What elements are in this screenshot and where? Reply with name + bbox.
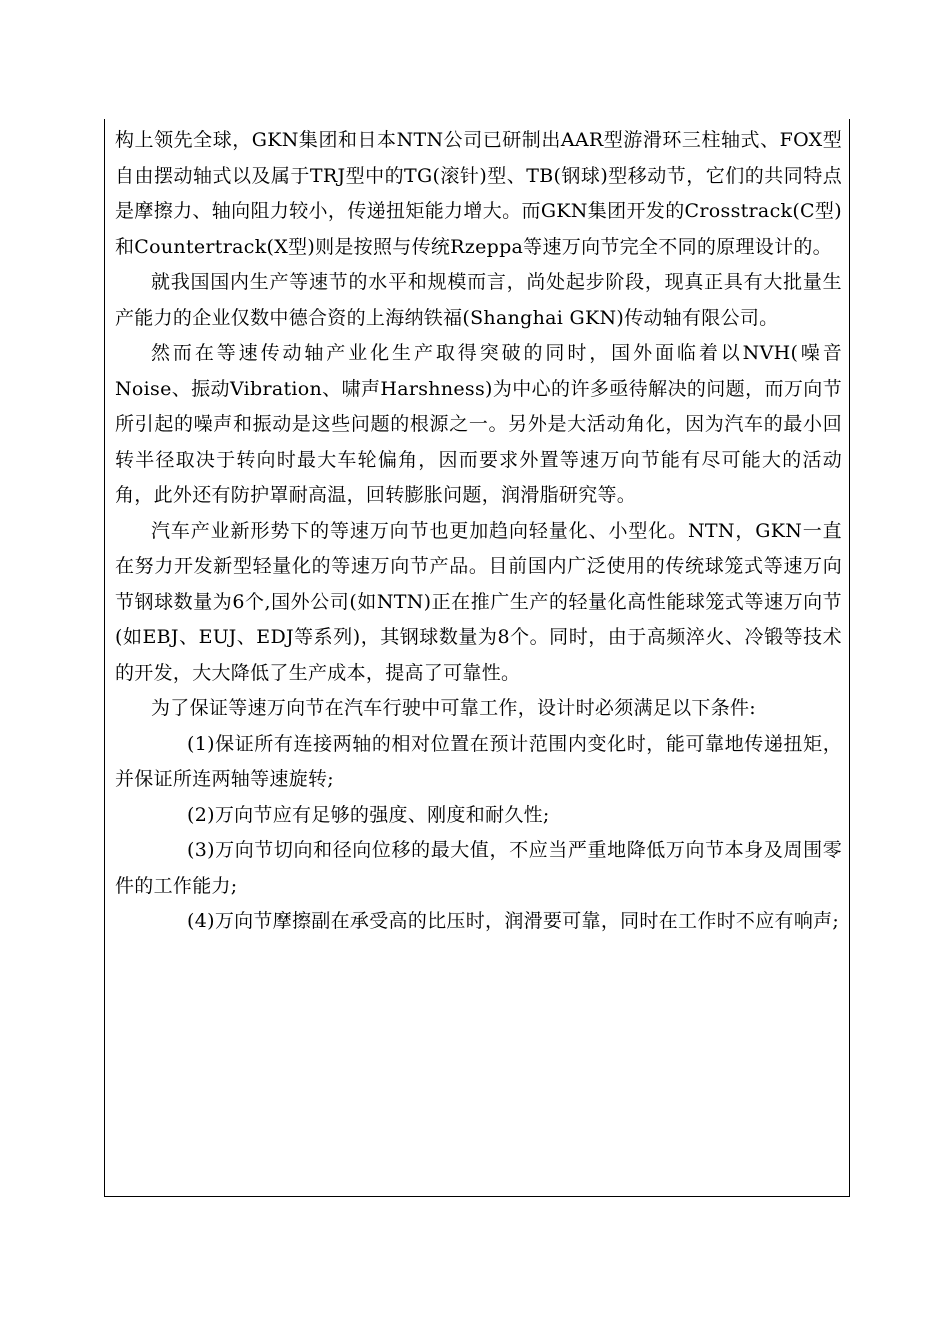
paragraph-domestic-production: 就我国国内生产等速节的水平和规模而言，尚处起步阶段，现真正具有大批量生产能力的企业仅数中德合资的上海纳铁福(Shanghai GKN)传动轴有限公司。 (115, 271, 842, 329)
paragraph-lightweight-trend: 汽车产业新形势下的等速万向节也更加趋向轻量化、小型化。NTN，GKN一直在努力开发新型轻量化的等速万向节产品。目前国内广泛使用的传统球笼式等速万向节钢球数量为6个,国外公司(如NTN)正在推广生产的轻量化高性能球笼式等速万向节(如EBJ、EUJ、EDJ等系列)，其钢球数量为8个。同时，由于高频淬火、冷锻等技术的开发，大大降低了生产成本，提高了可靠性。 (115, 519, 842, 684)
paragraph-continued: 构上领先全球，GKN集团和日本NTN公司已研制出AAR型游滑环三柱轴式、FOX型自由摆动轴式以及属于TRJ型中的TG(滚针)型、TB(钢球)型移动节，它们的共同特点是摩擦力、轴向阻力较小，传递扭矩能力增大。而GKN集团开发的Crosstrack(C型)和Countertrack(X型)则是按照与传统Rzeppa等速万向节完全不同的原理设计的。 (115, 129, 842, 258)
paragraph-nvh-issues: 然而在等速传动轴产业化生产取得突破的同时，国外面临着以NVH(噪音Noise、振动Vibration、啸声Harshness)为中心的许多亟待解决的问题，而万向节所引起的噪声和振动是这些问题的根源之一。另外是大活动角化，因为汽车的最小回转半径取决于转向时最大车轮偏角，因而要求外置等速万向节能有尽可能大的活动角，此外还有防护罩耐高温，回转膨胀问题，润滑脂研究等。 (115, 342, 842, 506)
list-item-condition-4: (4)万向节摩擦副在承受高的比压时，润滑要可靠，同时在工作时不应有响声; (187, 910, 840, 932)
paragraph-design-conditions-intro: 为了保证等速万向节在汽车行驶中可靠工作，设计时必须满足以下条件: (151, 697, 757, 719)
document-body (115, 123, 842, 940)
list-item-condition-2: (2)万向节应有足够的强度、刚度和耐久性; (187, 803, 550, 826)
list-item-condition-3: (3)万向节切向和径向位移的最大值，不应当严重地降低万向节本身及周围零件的工作能力; (115, 839, 842, 897)
list-item-condition-1: (1)保证所有连接两轴的相对位置在预计范围内变化时，能可靠地传递扭矩，并保证所连两轴等速旋转; (115, 732, 842, 790)
